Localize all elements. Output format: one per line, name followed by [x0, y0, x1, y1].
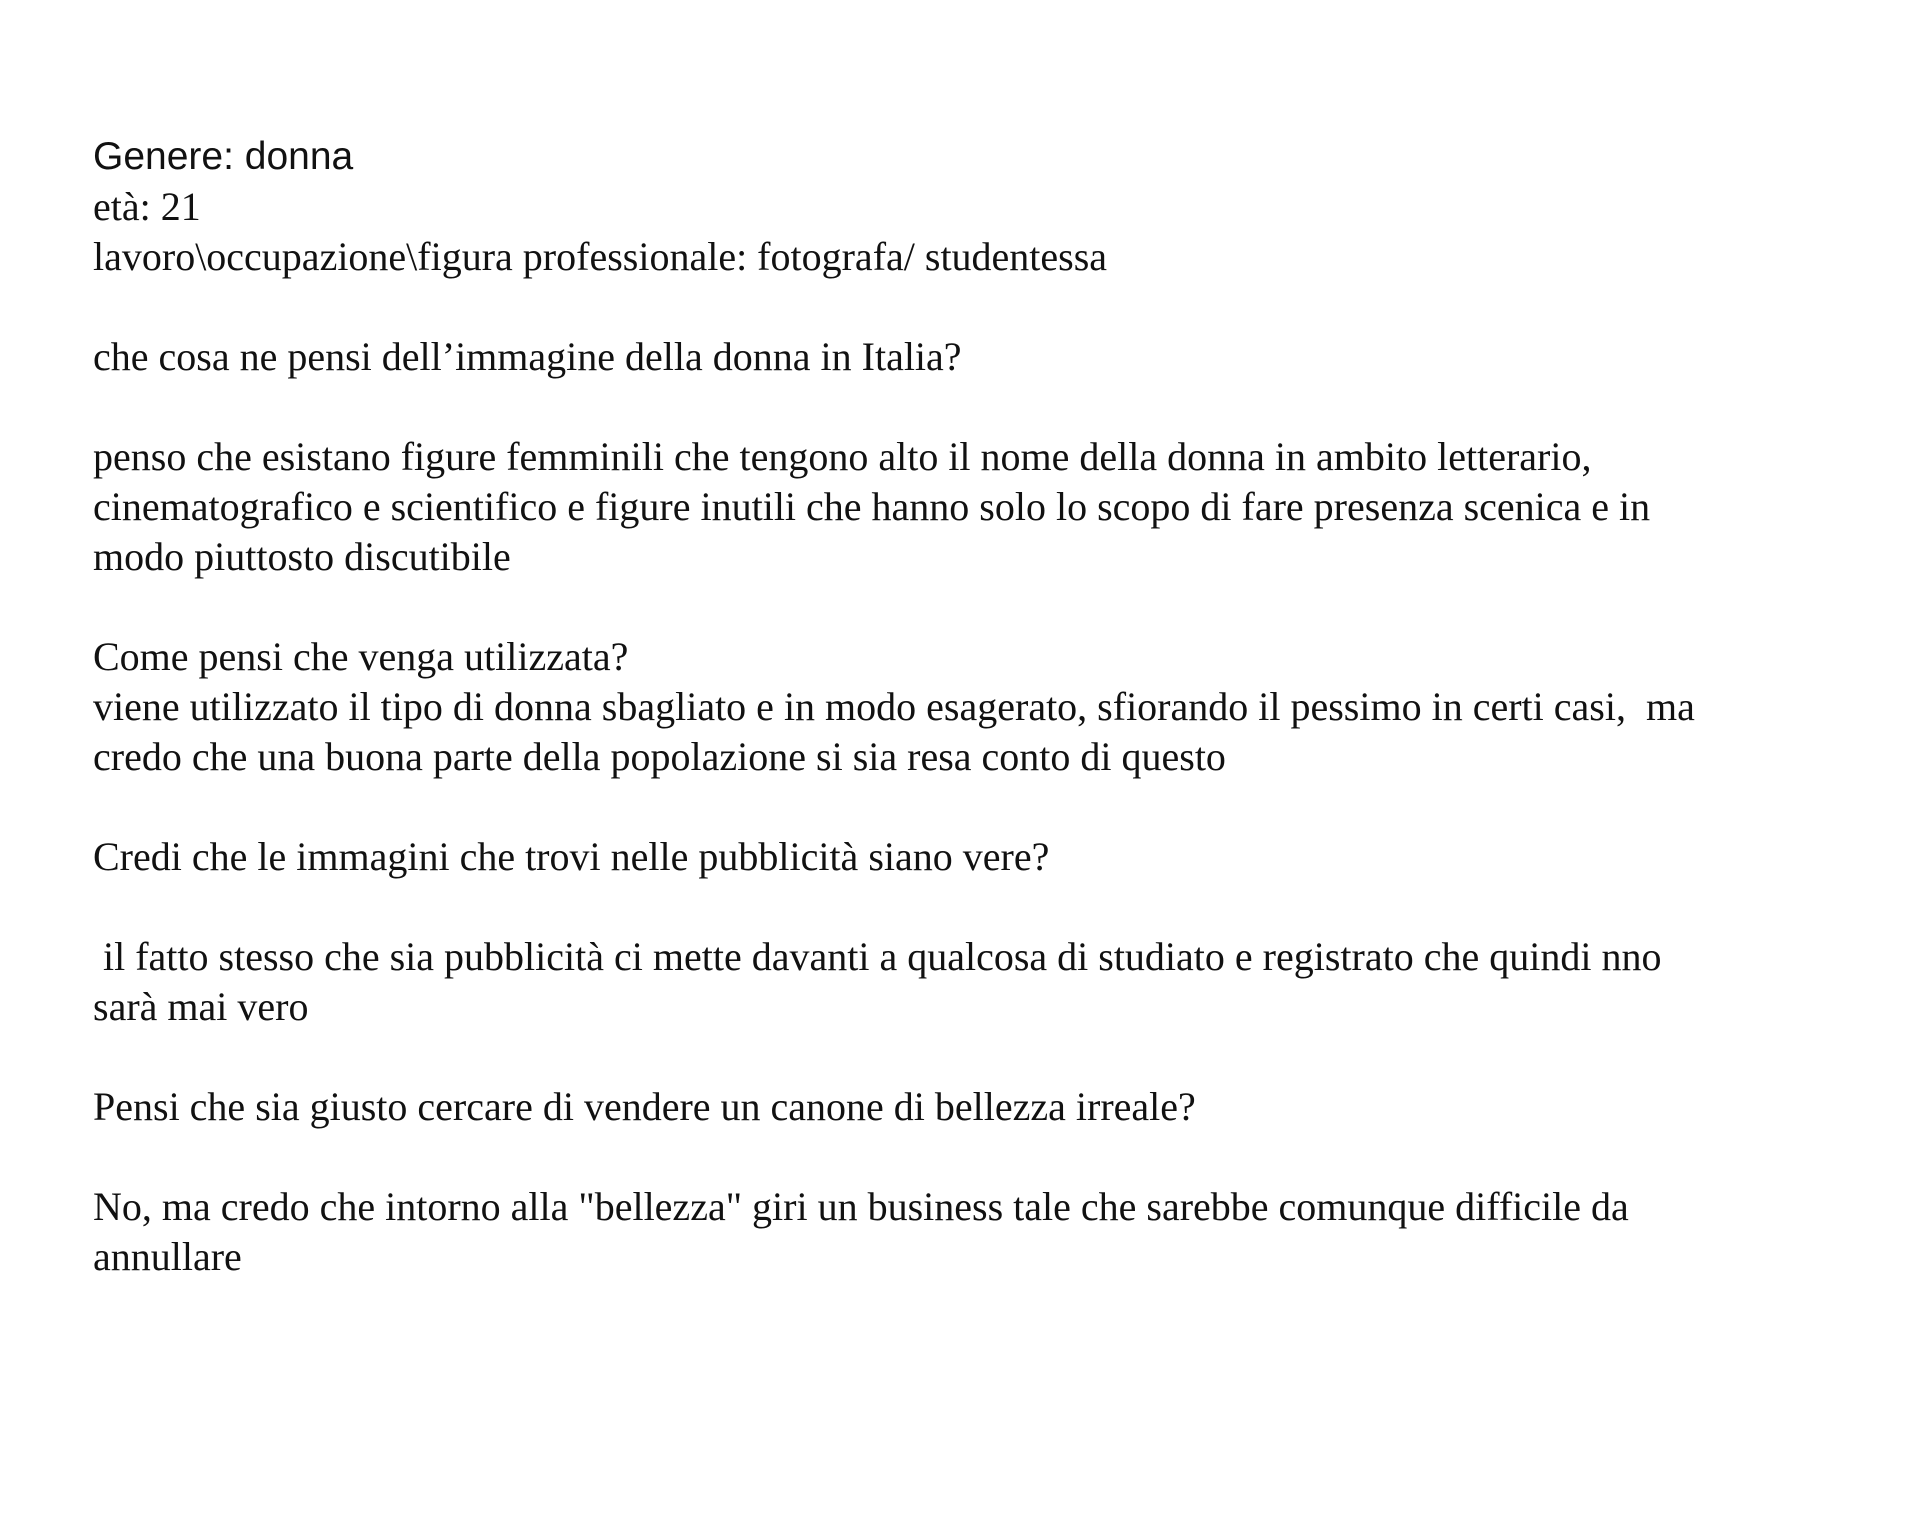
document-page: [93, 132, 1893, 1282]
answer-2-line-2: credo che una buona parte della popolazione si sia resa conto di questo: [93, 734, 1226, 779]
answer-3-line-1: il fatto stesso che sia pubblicità ci mette davanti a qualcosa di studiato e registrato che quindi nno: [93, 934, 1662, 979]
spacer: [93, 782, 1893, 832]
spacer: [93, 1132, 1893, 1182]
spacer: [93, 882, 1893, 932]
occupation-line: lavoro\occupazione\figura professionale: fotografa/ studentessa: [93, 234, 1108, 279]
answer-3-line-2: sarà mai vero: [93, 984, 309, 1029]
question-3: Credi che le immagini che trovi nelle pubblicità siano vere?: [93, 834, 1050, 879]
answer-4-line-2: annullare: [93, 1234, 242, 1279]
answer-1-line-3: modo piuttosto discutibile: [93, 534, 511, 579]
answer-4-line-1: No, ma credo che intorno alla "bellezza" giri un business tale che sarebbe comunque difficile da: [93, 1184, 1629, 1229]
question-2: Come pensi che venga utilizzata?: [93, 634, 629, 679]
question-4: Pensi che sia giusto cercare di vendere un canone di bellezza irreale?: [93, 1084, 1196, 1129]
answer-1-line-2: cinematografico e scientifico e figure inutili che hanno solo lo scopo di fare presenza scenica e in: [93, 484, 1651, 529]
answer-2-line-1: viene utilizzato il tipo di donna sbagliato e in modo esagerato, sfiorando il pessimo in certi casi, ma: [93, 684, 1695, 729]
gender-line: Genere: donna: [93, 135, 354, 178]
spacer: [93, 582, 1893, 632]
age-line: età: 21: [93, 184, 201, 229]
answer-1-line-1: penso che esistano figure femminili che tengono alto il nome della donna in ambito letterario,: [93, 434, 1592, 479]
spacer: [93, 382, 1893, 432]
spacer: [93, 282, 1893, 332]
question-1: che cosa ne pensi dell’immagine della donna in Italia?: [93, 334, 962, 379]
spacer: [93, 1032, 1893, 1082]
